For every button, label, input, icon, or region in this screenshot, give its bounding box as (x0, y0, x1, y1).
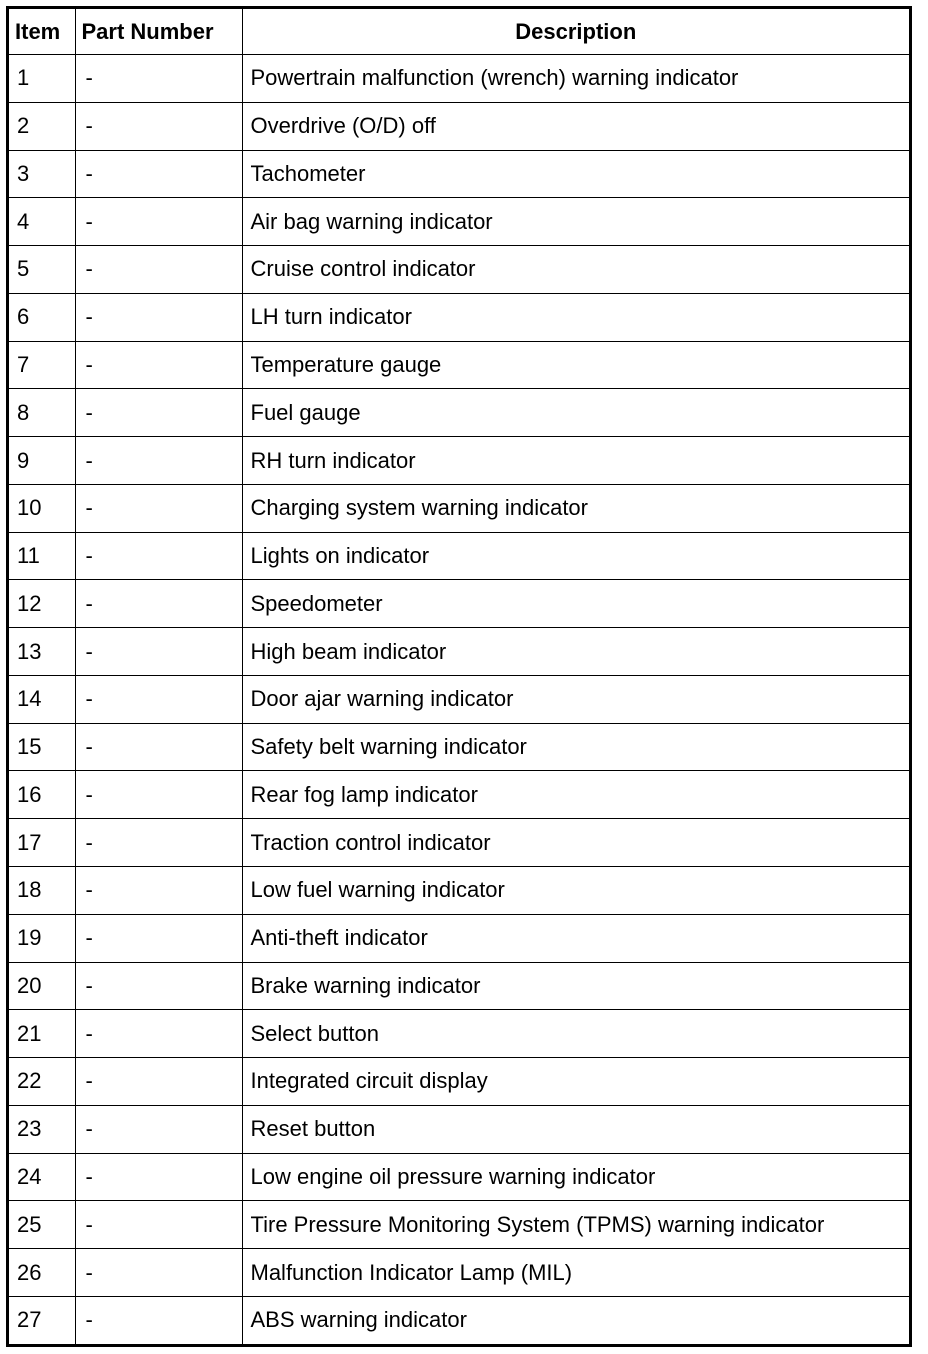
part-number-cell: - (75, 341, 242, 389)
table-row (9, 341, 909, 389)
description-cell: Overdrive (O/D) off (242, 102, 909, 150)
item-cell: 23 (9, 1105, 75, 1153)
description-cell: Tire Pressure Monitoring System (TPMS) warning indicator (242, 1201, 909, 1249)
description-cell: Integrated circuit display (242, 1058, 909, 1106)
item-cell: 16 (9, 771, 75, 819)
item-cell: 15 (9, 723, 75, 771)
description-cell: Temperature gauge (242, 341, 909, 389)
part-number-cell: - (75, 1105, 242, 1153)
description-column-header: Description (242, 9, 909, 55)
table-row (9, 1201, 909, 1249)
part-number-cell: - (75, 723, 242, 771)
table-row (9, 675, 909, 723)
item-cell: 22 (9, 1058, 75, 1106)
item-cell: 11 (9, 532, 75, 580)
description-cell: Air bag warning indicator (242, 198, 909, 246)
item-cell: 27 (9, 1296, 75, 1344)
table-row (9, 484, 909, 532)
description-cell: Low fuel warning indicator (242, 867, 909, 915)
part-number-column-header: Part Number (75, 9, 242, 55)
description-cell: ABS warning indicator (242, 1296, 909, 1344)
item-cell: 24 (9, 1153, 75, 1201)
parts-table-frame (6, 6, 912, 1347)
table-row (9, 150, 909, 198)
table-row (9, 580, 909, 628)
description-cell: RH turn indicator (242, 437, 909, 485)
header-row (9, 9, 909, 55)
table-row (9, 914, 909, 962)
part-number-cell: - (75, 962, 242, 1010)
table-row (9, 293, 909, 341)
part-number-cell: - (75, 914, 242, 962)
table-row (9, 1249, 909, 1297)
item-cell: 1 (9, 55, 75, 103)
part-number-cell: - (75, 1010, 242, 1058)
table-body (9, 55, 909, 1345)
table-row (9, 867, 909, 915)
item-column-header: Item (9, 9, 75, 55)
description-cell: Malfunction Indicator Lamp (MIL) (242, 1249, 909, 1297)
part-number-cell: - (75, 867, 242, 915)
part-number-cell: - (75, 675, 242, 723)
item-cell: 12 (9, 580, 75, 628)
item-cell: 7 (9, 341, 75, 389)
item-cell: 6 (9, 293, 75, 341)
table-row (9, 819, 909, 867)
item-cell: 10 (9, 484, 75, 532)
table-row (9, 102, 909, 150)
description-cell: Lights on indicator (242, 532, 909, 580)
table-row (9, 55, 909, 103)
description-cell: Safety belt warning indicator (242, 723, 909, 771)
table-row (9, 246, 909, 294)
parts-table (9, 9, 909, 1344)
table-row (9, 1058, 909, 1106)
table-row (9, 1296, 909, 1344)
table-row (9, 771, 909, 819)
item-cell: 3 (9, 150, 75, 198)
table-row (9, 389, 909, 437)
table-row (9, 532, 909, 580)
item-cell: 8 (9, 389, 75, 437)
item-cell: 5 (9, 246, 75, 294)
table-row (9, 1153, 909, 1201)
description-cell: Select button (242, 1010, 909, 1058)
description-cell: Tachometer (242, 150, 909, 198)
part-number-cell: - (75, 293, 242, 341)
item-cell: 9 (9, 437, 75, 485)
table-row (9, 1105, 909, 1153)
part-number-cell: - (75, 1296, 242, 1344)
item-cell: 2 (9, 102, 75, 150)
item-cell: 26 (9, 1249, 75, 1297)
part-number-cell: - (75, 150, 242, 198)
description-cell: Rear fog lamp indicator (242, 771, 909, 819)
description-cell: Brake warning indicator (242, 962, 909, 1010)
item-cell: 18 (9, 867, 75, 915)
item-cell: 13 (9, 628, 75, 676)
description-cell: Charging system warning indicator (242, 484, 909, 532)
description-cell: LH turn indicator (242, 293, 909, 341)
description-cell: Speedometer (242, 580, 909, 628)
description-cell: Cruise control indicator (242, 246, 909, 294)
description-cell: High beam indicator (242, 628, 909, 676)
table-row (9, 437, 909, 485)
description-cell: Low engine oil pressure warning indicator (242, 1153, 909, 1201)
description-cell: Anti-theft indicator (242, 914, 909, 962)
item-cell: 20 (9, 962, 75, 1010)
item-cell: 4 (9, 198, 75, 246)
table-row (9, 723, 909, 771)
part-number-cell: - (75, 1201, 242, 1249)
part-number-cell: - (75, 1058, 242, 1106)
table-header (9, 9, 909, 55)
description-cell: Fuel gauge (242, 389, 909, 437)
description-cell: Door ajar warning indicator (242, 675, 909, 723)
part-number-cell: - (75, 437, 242, 485)
part-number-cell: - (75, 532, 242, 580)
description-cell: Traction control indicator (242, 819, 909, 867)
item-cell: 25 (9, 1201, 75, 1249)
table-row (9, 962, 909, 1010)
part-number-cell: - (75, 55, 242, 103)
table-row (9, 628, 909, 676)
part-number-cell: - (75, 1153, 242, 1201)
part-number-cell: - (75, 389, 242, 437)
table-row (9, 1010, 909, 1058)
part-number-cell: - (75, 1249, 242, 1297)
item-cell: 14 (9, 675, 75, 723)
part-number-cell: - (75, 580, 242, 628)
part-number-cell: - (75, 198, 242, 246)
item-cell: 17 (9, 819, 75, 867)
part-number-cell: - (75, 484, 242, 532)
table-row (9, 198, 909, 246)
part-number-cell: - (75, 819, 242, 867)
part-number-cell: - (75, 102, 242, 150)
part-number-cell: - (75, 771, 242, 819)
item-cell: 21 (9, 1010, 75, 1058)
part-number-cell: - (75, 628, 242, 676)
part-number-cell: - (75, 246, 242, 294)
item-cell: 19 (9, 914, 75, 962)
description-cell: Powertrain malfunction (wrench) warning indicator (242, 55, 909, 103)
description-cell: Reset button (242, 1105, 909, 1153)
